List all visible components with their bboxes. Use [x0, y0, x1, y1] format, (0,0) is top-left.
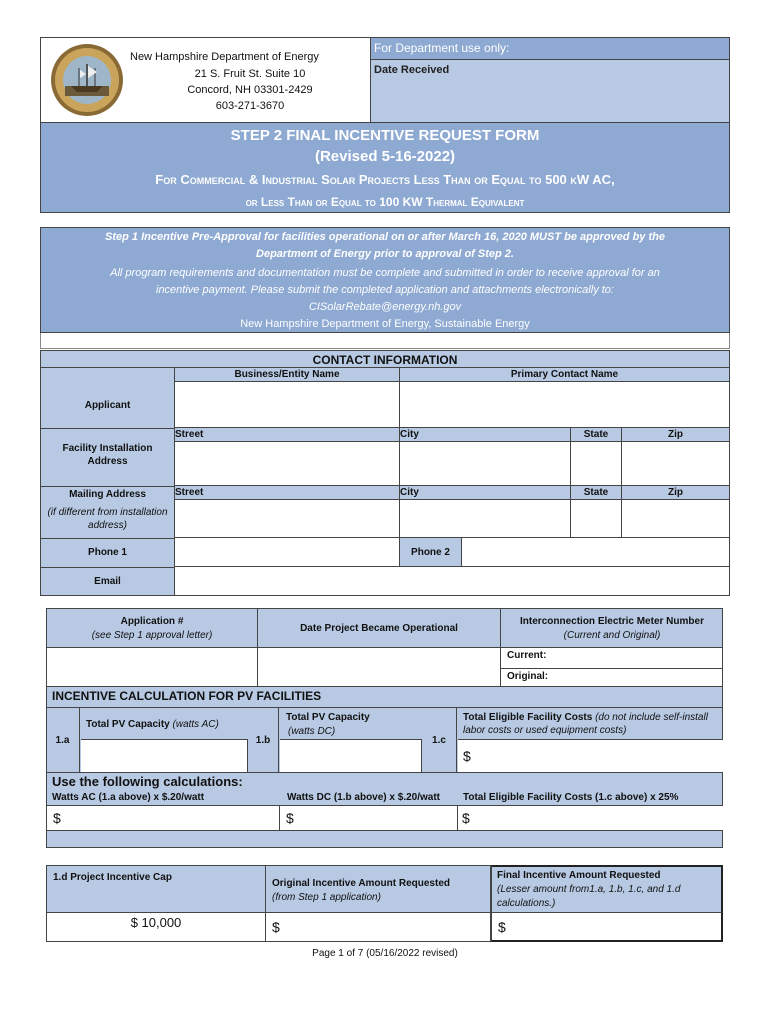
facility-zip-header: Zip — [622, 428, 730, 442]
formula-b-label: Watts DC (1.b above) x $.20/watt — [287, 792, 440, 803]
notice-line-2: Department of Energy prior to approval of Step 2. — [256, 248, 514, 260]
mailing-state-input[interactable] — [571, 500, 622, 538]
email-label: Email — [94, 576, 121, 587]
facility-street-header: Street — [175, 428, 400, 442]
facility-state-header: State — [571, 428, 622, 442]
calc-1a-label — [86, 718, 246, 731]
phone1-input[interactable] — [175, 538, 400, 567]
calc-1c-label — [463, 711, 721, 737]
dept-use-header: For Department use only: — [370, 38, 729, 60]
notice-line-1: Step 1 Incentive Pre-Approval for facilities operational on or after March 16, 2020 MUST be approved by the — [105, 231, 665, 243]
mailing-address-note: (if different from installation address) — [47, 507, 168, 531]
meter-label: Interconnection Electric Meter Number — [520, 616, 704, 627]
cap-original-note: (from Step 1 application) — [272, 892, 381, 903]
meter-original-field[interactable]: Original: — [501, 669, 723, 686]
form-title: STEP 2 FINAL INCENTIVE REQUEST FORM — [230, 127, 540, 144]
calc-row-rule — [46, 772, 723, 773]
cap-final-note: (Lesser amount from1.a, 1.b, 1.c, and 1.d calculations.) — [497, 884, 681, 909]
phone1-label: Phone 1 — [88, 547, 127, 558]
mailing-city-header: City — [400, 486, 571, 500]
formula-c-result[interactable] — [458, 805, 723, 831]
calc-heading-rule — [46, 707, 723, 708]
cap-1d-value: $ 10,000 — [46, 913, 266, 942]
mailing-address-divider — [40, 486, 175, 487]
cap-final-input[interactable] — [491, 913, 723, 942]
facility-address-divider — [40, 428, 175, 429]
formula-a-dollar: $ — [53, 810, 61, 826]
app-number-note: (see Step 1 approval letter) — [91, 630, 213, 641]
formula-b-dollar: $ — [286, 810, 294, 826]
calc-1c-note: (do not include self-install labor costs or used equipment costs) — [463, 712, 708, 736]
calc-1c-dollar: $ — [463, 748, 471, 764]
formula-b-result[interactable] — [280, 805, 458, 831]
formula-a-result[interactable] — [47, 805, 280, 831]
mailing-street-header: Street — [175, 486, 400, 500]
mailing-zip-input[interactable] — [622, 500, 730, 538]
facility-street-input[interactable] — [175, 442, 400, 486]
phone2-input[interactable] — [462, 538, 730, 567]
mailing-city-input[interactable] — [400, 500, 571, 538]
calc-1a-title: Total PV Capacity — [86, 719, 170, 730]
date-operational-input[interactable] — [258, 648, 501, 686]
formula-a-label: Watts AC (1.a above) x $.20/watt — [52, 792, 205, 803]
contact-heading: CONTACT INFORMATION — [40, 350, 730, 368]
facility-city-input[interactable] — [400, 442, 571, 486]
notice-spacer — [40, 333, 730, 349]
cap-final-label: Final Incentive Amount Requested — [497, 870, 661, 881]
notice-line-3: All program requirements and documentation must be complete and submitted in order to receive approval for an — [110, 267, 660, 279]
calc-1b-unit: (watts DC) — [288, 726, 336, 737]
calc-1a-unit: (watts AC) — [172, 719, 219, 730]
date-received-field[interactable]: Date Received — [370, 60, 729, 122]
calc-1c-title: Total Eligible Facility Costs — [463, 712, 593, 723]
org-address-1: 21 S. Fruit St. Suite 10 — [194, 68, 306, 80]
page-footer: Page 1 of 7 (05/16/2022 revised) — [312, 948, 458, 959]
form-subtitle-2: or Less Than or Equal to 100 KW Thermal Equivalent — [245, 195, 525, 209]
org-address-2: Concord, NH 03301-2429 — [187, 84, 313, 96]
business-name-header: Business/Entity Name — [175, 368, 400, 382]
app-number-label: Application # — [120, 616, 184, 627]
calc-1b-id: 1.b — [248, 708, 279, 772]
mailing-street-input[interactable] — [175, 500, 400, 538]
applicant-label: Applicant — [84, 399, 131, 411]
calc-1a-input[interactable] — [81, 739, 248, 772]
calc-use-following: Use the following calculations: — [52, 774, 243, 789]
primary-contact-input[interactable] — [400, 382, 730, 428]
calc-1b-title: Total PV Capacity — [286, 712, 370, 723]
form-subtitle-1: For Commercial & Industrial Solar Projects Less Than or Equal to 500 kW AC, — [155, 172, 615, 187]
org-phone: 603-271-3670 — [215, 100, 285, 112]
mailing-state-header: State — [571, 486, 622, 500]
calc-1b-input[interactable] — [280, 739, 422, 772]
facility-city-header: City — [400, 428, 571, 442]
cap-1d-header: 1.d Project Incentive Cap — [46, 865, 266, 913]
meter-header — [501, 608, 723, 648]
app-number-header — [46, 608, 258, 648]
formula-c-label: Total Eligible Facility Costs (1.c above) x 25% — [463, 792, 679, 803]
facility-zip-input[interactable] — [622, 442, 730, 486]
form-revision: (Revised 5-16-2022) — [314, 148, 456, 165]
org-name: New Hampshire Department of Energy — [130, 51, 319, 63]
calc-heading: INCENTIVE CALCULATION FOR PV FACILITIES — [52, 689, 322, 703]
primary-contact-header: Primary Contact Name — [400, 368, 730, 382]
notice-email[interactable]: CISolarRebate@energy.nh.gov — [308, 301, 462, 313]
meter-note: (Current and Original) — [563, 630, 661, 641]
business-name-input[interactable] — [175, 382, 400, 428]
cap-original-input[interactable] — [266, 913, 491, 942]
calc-1a-id: 1.a — [46, 708, 80, 772]
calc-1c-id: 1.c — [422, 708, 457, 772]
cap-final-dollar: $ — [498, 919, 506, 935]
app-number-input[interactable] — [46, 648, 258, 686]
calc-1c-input[interactable] — [458, 739, 723, 772]
date-operational-header: Date Project Became Operational — [258, 608, 501, 648]
mailing-zip-header: Zip — [622, 486, 730, 500]
mailing-address-label: Mailing Address — [69, 489, 146, 500]
facility-state-input[interactable] — [571, 442, 622, 486]
email-input[interactable] — [175, 567, 730, 596]
cap-original-label: Original Incentive Amount Requested — [272, 878, 450, 889]
notice-dept: New Hampshire Department of Energy, Sustainable Energy — [240, 318, 530, 330]
cap-original-dollar: $ — [272, 919, 280, 935]
facility-address-label: Facility Installation Address — [62, 443, 153, 467]
formula-c-dollar: $ — [462, 810, 470, 826]
phone2-label: Phone 2 — [400, 538, 462, 567]
notice-line-4: incentive payment. Please submit the completed application and attachments electronically to: — [156, 284, 614, 296]
state-seal — [47, 42, 127, 118]
meter-current-field[interactable]: Current: — [501, 648, 723, 669]
